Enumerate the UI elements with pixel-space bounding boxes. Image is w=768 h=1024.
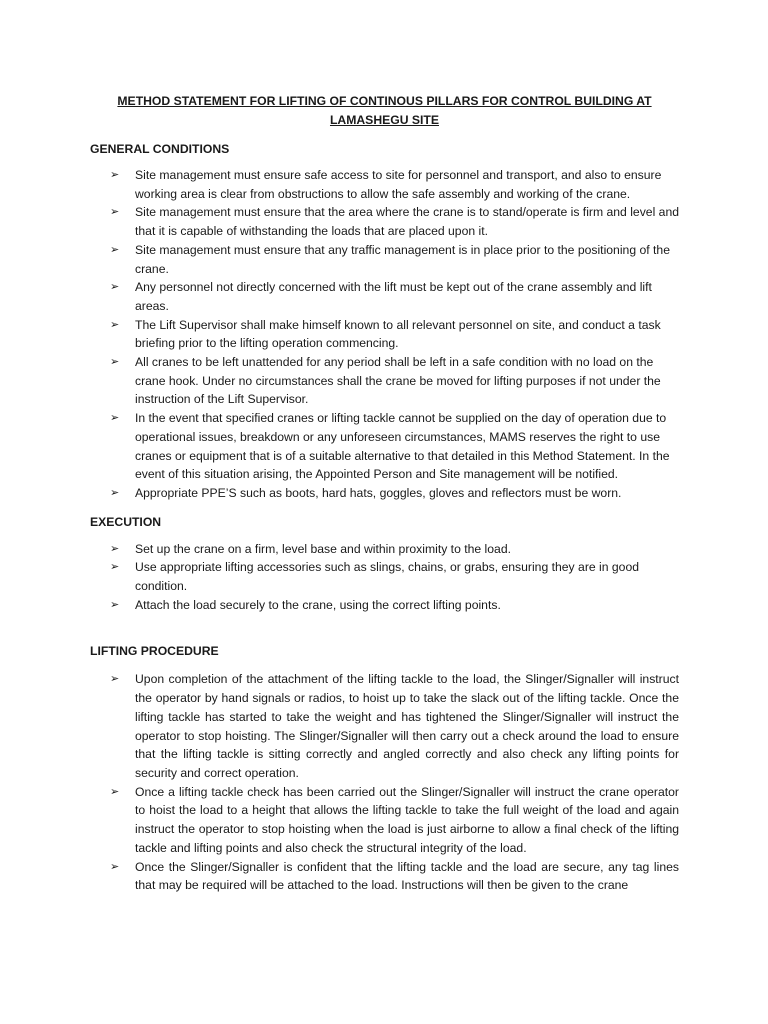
list-item (90, 316, 679, 353)
arrow-bullet-icon: ➢ (110, 673, 120, 686)
list-item-text: Use appropriate lifting accessories such as slings, chains, or grabs, ensuring they are in good condition. (135, 560, 640, 594)
section-execution (90, 513, 679, 615)
arrow-bullet-icon: ➢ (110, 169, 120, 181)
list-item-text: Any personnel not directly concerned with the lift must be kept out of the crane assembly and lift areas. (135, 280, 652, 313)
list-item-text: Upon completion of the attachment of the lifting tackle to the load, the Slinger/Signaller will instruct the operator by hand signals or radios, to hoist up to take the slack out of the lifting tackle. Once the lifting tackle has started to take the weight and has tightened the Slinger/Signaller will instruct the operator to stop hoisting. The Slinger/Signaller will then carry out a check around the load to ensure that the lifting tackle is sitting correctly and angled correctly and also check any lifting points for security and correct operation. (135, 672, 679, 780)
list-item-text: Attach the load securely to the crane, using the correct lifting points. (135, 597, 501, 612)
list-item (90, 558, 679, 595)
list-item-text: Site management must ensure safe access to site for personnel and transport, and also to ensure working area is clear from obstructions to allow the safe assembly and working of the crane. (135, 168, 662, 201)
section-heading-execution: EXECUTION (90, 514, 162, 529)
document-title: METHOD STATEMENT FOR LIFTING OF CONTINOUS PILLARS FOR CONTROL BUILDING AT LAMASHEGU SITE (117, 94, 652, 127)
arrow-bullet-icon: ➢ (110, 318, 120, 331)
arrow-bullet-icon: ➢ (110, 561, 120, 574)
list-item (90, 203, 679, 240)
arrow-bullet-icon: ➢ (110, 281, 120, 294)
list-item (90, 484, 679, 503)
list-item-text: Set up the crane on a firm, level base and within proximity to the load. (135, 541, 511, 556)
list-item-text: Site management must ensure that the area where the crane is to stand/operate is firm and level and that it is capable of withstanding the loads that are placed upon it. (135, 205, 680, 239)
arrow-bullet-icon: ➢ (110, 206, 120, 219)
list-item-text: Once the Slinger/Signaller is confident that the lifting tackle and the load are secure, any tag lines that may be required will be attached to the load. Instructions will then be given to the crane (135, 859, 679, 893)
section-heading-general-conditions: GENERAL CONDITIONS (90, 142, 230, 156)
list-item-text: Site management must ensure that any traffic management is in place prior to the positioning of the crane. (135, 242, 670, 276)
section-general-conditions (90, 140, 679, 503)
list-item (90, 409, 679, 484)
section-lifting-procedure (90, 642, 679, 894)
list-item (90, 858, 679, 895)
list-item-text: The Lift Supervisor shall make himself known to all relevant personnel on site, and conduct a task briefing prior to the lifting operation commencing. (135, 317, 661, 351)
arrow-bullet-icon: ➢ (110, 860, 120, 873)
arrow-bullet-icon: ➢ (110, 785, 120, 798)
list-item (90, 166, 679, 203)
list-item (90, 241, 679, 278)
list-item (90, 540, 679, 559)
lifting-procedure-list (90, 670, 679, 894)
arrow-bullet-icon: ➢ (110, 598, 120, 611)
arrow-bullet-icon: ➢ (110, 486, 120, 499)
arrow-bullet-icon: ➢ (110, 412, 120, 425)
arrow-bullet-icon: ➢ (110, 356, 120, 369)
arrow-bullet-icon: ➢ (110, 542, 120, 555)
list-item-text: In the event that specified cranes or lifting tackle cannot be supplied on the day of operation due to operational issues, breakdown or any unforeseen circumstances, MAMS reserves the right to use cranes or equipment that is of a suitable alternative to that detailed in this Method Statement. In the event of this situation arising, the Appointed Person and Site management will be notified. (135, 411, 670, 482)
list-item (90, 278, 679, 315)
list-item-text: All cranes to be left unattended for any period shall be left in a safe condition with no load on the crane hook. Under no circumstances shall the crane be moved for lifting purposes if not under the instruction of the Lift Supervisor. (135, 355, 661, 407)
general-conditions-list (90, 166, 679, 503)
list-item-text: Once a lifting tackle check has been carried out the Slinger/Signaller will instruct the crane operator to hoist the load to a height that allows the lifting tackle to take the full weight of the load and again instruct the operator to stop hoisting when the load is just airborne to allow a final check of the lifting tackle and lifting points and also check the structural integrity of the load. (135, 784, 679, 855)
list-item (90, 596, 679, 615)
arrow-bullet-icon: ➢ (110, 243, 120, 256)
list-item (90, 670, 679, 782)
section-heading-lifting-procedure: LIFTING PROCEDURE (90, 644, 219, 659)
list-item (90, 783, 679, 858)
list-item (90, 353, 679, 409)
list-item-text: Appropriate PPE’S such as boots, hard hats, goggles, gloves and reflectors must be worn. (135, 485, 622, 500)
execution-list (90, 540, 679, 615)
